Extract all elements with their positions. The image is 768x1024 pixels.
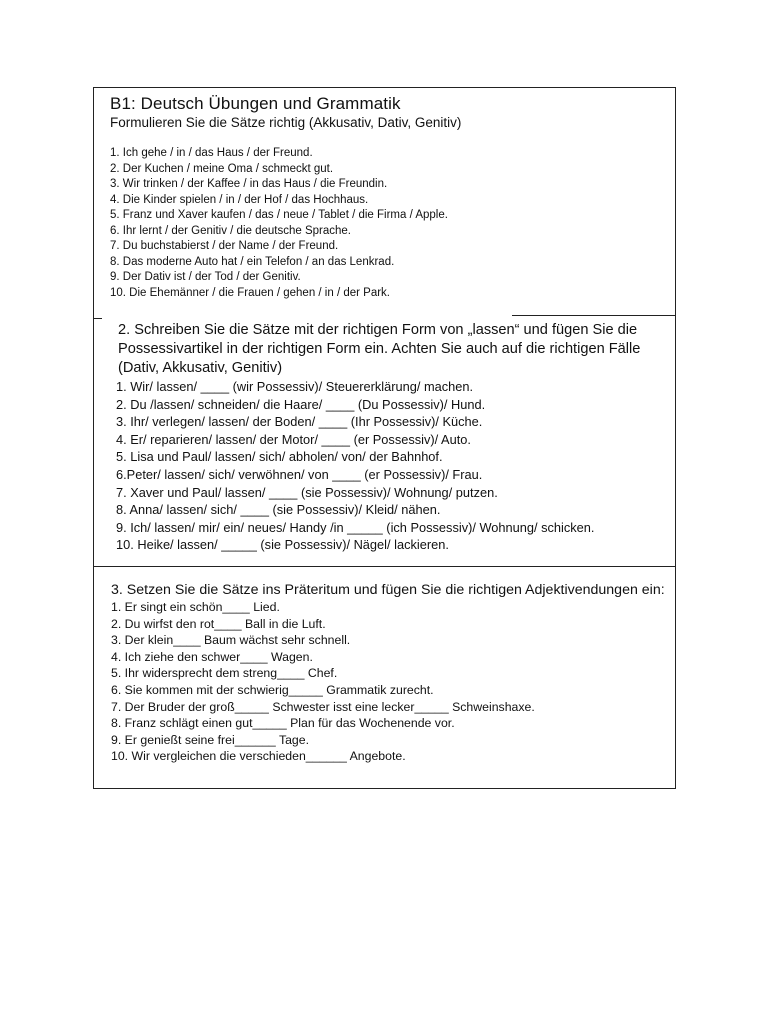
- exercise-1-instruction: Formulieren Sie die Sätze richtig (Akkusativ, Dativ, Genitiv): [110, 115, 462, 130]
- exercise-2-item-2: 2. Du /lassen/ schneiden/ die Haare/ ____ (Du Possessiv)/ Hund.: [116, 396, 486, 412]
- exercise-1-item-2: 2. Der Kuchen / meine Oma / schmeckt gut.: [110, 162, 334, 175]
- exercise-2-item-6: 6.Peter/ lassen/ sich/ verwöhnen/ von ____ (er Possessiv)/ Frau.: [116, 466, 483, 482]
- exercise-3-item-8: 8. Franz schlägt einen gut_____ Plan für das Wochenende vor.: [111, 716, 455, 731]
- exercise-1: [94, 88, 675, 324]
- exercise-1-item-5: 5. Franz und Xaver kaufen / das / neue / Tablet / die Firma / Apple.: [110, 209, 448, 221]
- exercise-1-list: [110, 146, 675, 301]
- exercise-2-instruction: 2. Schreiben Sie die Sätze mit der richtigen Form von „lassen“ und fügen Sie die Possessivartikel in der richtigen Form ein. Achten Sie auch auf die richtigen Fälle (Dativ, Akkusativ, Genitiv): [118, 322, 641, 376]
- exercise-3-item-10: 10. Wir vergleichen die verschieden______ Angebote.: [111, 749, 406, 764]
- exercise-2-item-8: 8. Anna/ lassen/ sich/ ____ (sie Possessiv)/ Kleid/ nähen.: [116, 502, 441, 518]
- exercise-1-item-4: 4. Die Kinder spielen / in / der Hof / das Hochhaus.: [110, 193, 369, 206]
- exercise-2-item-4: 4. Er/ reparieren/ lassen/ der Motor/ ____ (er Possessiv)/ Auto.: [116, 431, 471, 447]
- exercise-1-item-1: 1. Ich gehe / in / das Haus / der Freund.: [110, 147, 313, 159]
- exercise-3-item-9: 9. Er genießt seine frei______ Tage.: [111, 732, 310, 747]
- exercise-3-item-1: 1. Er singt ein schön____ Lied.: [111, 600, 280, 614]
- exercise-2-item-10: 10. Heike/ lassen/ _____ (sie Possessiv)/ Nägel/ lackieren.: [116, 537, 449, 553]
- exercise-3-list: [111, 599, 675, 765]
- exercise-3-instruction: 3. Setzen Sie die Sätze ins Präteritum und fügen Sie die richtigen Adjektivendungen ein:: [111, 582, 665, 598]
- exercise-1-item-8: 8. Das moderne Auto hat / ein Telefon / an das Lenkrad.: [110, 255, 395, 268]
- exercise-2-item-7: 7. Xaver und Paul/ lassen/ ____ (sie Possessiv)/ Wohnung/ putzen.: [116, 484, 498, 500]
- exercise-3: [94, 567, 675, 765]
- exercise-3-item-4: 4. Ich ziehe den schwer____ Wagen.: [111, 649, 313, 664]
- exercise-2-item-5: 5. Lisa und Paul/ lassen/ sich/ abholen/ von/ der Bahnhof.: [116, 449, 443, 465]
- exercise-3-item-6: 6. Sie kommen mit der schwierig_____ Grammatik zurecht.: [111, 682, 434, 697]
- exercise-3-item-2: 2. Du wirfst den rot____ Ball in die Luft.: [111, 616, 326, 631]
- worksheet-title: B1: Deutsch Übungen und Grammatik: [110, 94, 401, 113]
- exercise-3-item-7: 7. Der Bruder der groß_____ Schwester isst eine lecker_____ Schweinshaxe.: [111, 699, 535, 714]
- exercise-2-item-1: 1. Wir/ lassen/ ____ (wir Possessiv)/ Steuererklärung/ machen.: [116, 379, 474, 394]
- exercise-2-list: [118, 378, 675, 554]
- exercise-2-item-3: 3. Ihr/ verlegen/ lassen/ der Boden/ ____ (Ihr Possessiv)/ Küche.: [116, 414, 483, 430]
- exercise-3-item-5: 5. Ihr widersprecht dem streng____ Chef.: [111, 666, 338, 681]
- exercise-1-item-6: 6. Ihr lernt / der Genitiv / die deutsche Sprache.: [110, 224, 351, 237]
- section-divider-right: [512, 315, 675, 316]
- exercise-2-item-9: 9. Ich/ lassen/ mir/ ein/ neues/ Handy /in _____ (ich Possessiv)/ Wohnung/ schicken.: [116, 519, 595, 535]
- exercise-1-item-10: 10. Die Ehemänner / die Frauen / gehen / in / der Park.: [110, 286, 390, 299]
- exercise-1-item-3: 3. Wir trinken / der Kaffee / in das Haus / die Freundin.: [110, 178, 388, 190]
- exercise-2: [94, 317, 675, 567]
- exercise-3-item-3: 3. Der klein____ Baum wächst sehr schnell.: [111, 633, 351, 648]
- exercise-1-item-9: 9. Der Dativ ist / der Tod / der Genitiv.: [110, 271, 301, 283]
- exercise-1-item-7: 7. Du buchstabierst / der Name / der Freund.: [110, 240, 339, 252]
- worksheet: [93, 87, 676, 789]
